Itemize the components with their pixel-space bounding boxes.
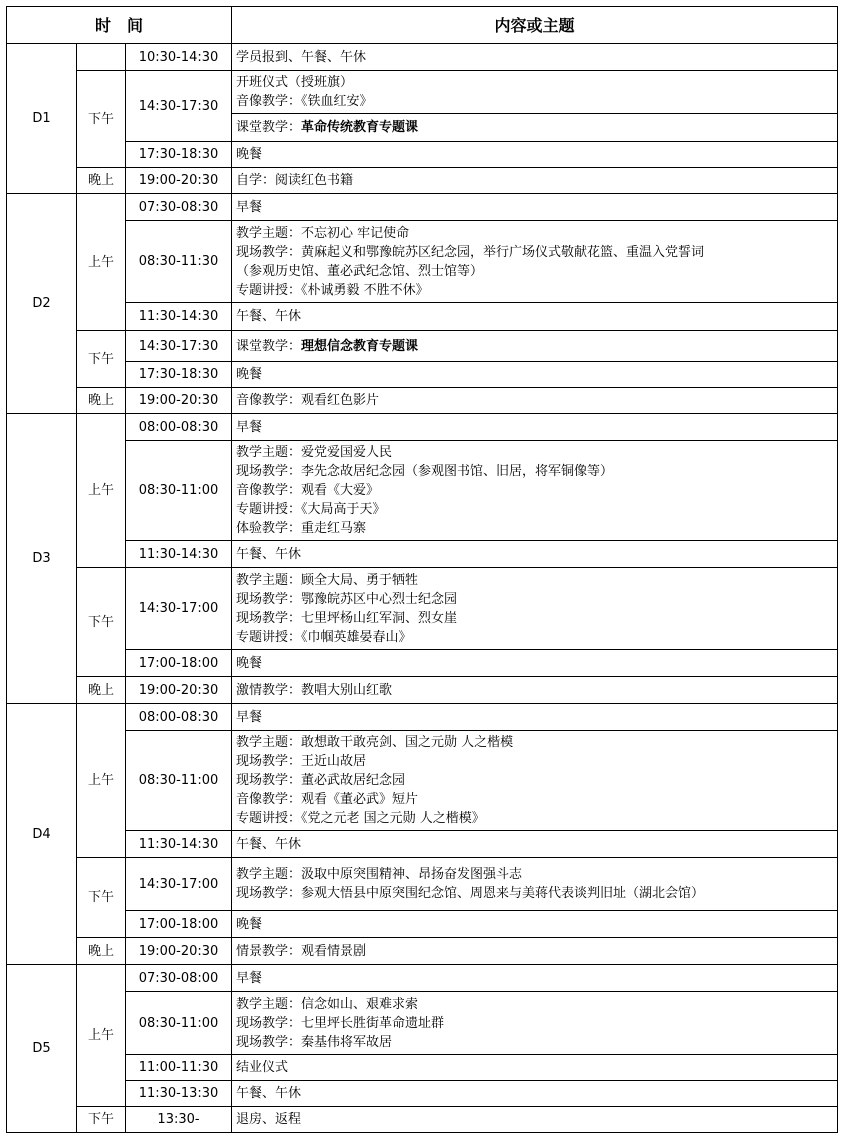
table-row [7, 142, 838, 168]
day-label-d2: D2 [7, 194, 77, 414]
content-line: 教学主题：爱党爱国爱人民 [236, 445, 393, 460]
content-cell [232, 388, 838, 414]
content-cell [232, 1081, 838, 1107]
table-row [7, 831, 838, 858]
table-row [7, 1107, 838, 1133]
content-line: 教学主题：信念如山、艰难求索 [236, 996, 419, 1012]
time-cell: 19:00-20:30 [126, 388, 232, 414]
period-cell: 下午 [77, 858, 126, 938]
content-line: 专题讲授：《大局高于天》 [236, 502, 386, 517]
content-cell [232, 71, 838, 114]
content-line: 专题讲授：《巾帼英雄晏春山》 [236, 629, 412, 645]
table-row [7, 303, 838, 331]
table-row [7, 704, 838, 731]
content-line: 教学主题：不忘初心 牢记使命 [236, 225, 410, 241]
content-line: 音像教学：观看《大爱》 [236, 483, 380, 498]
content-cell [232, 194, 838, 221]
time-cell: 14:30-17:30 [126, 71, 232, 142]
time-cell: 14:30-17:00 [126, 858, 232, 911]
table-row [7, 441, 838, 541]
content-cell [232, 221, 838, 303]
period-cell: 晚上 [77, 168, 126, 194]
table-row [7, 858, 838, 911]
content-line: 教学主题：汲取中原突围精神、昂扬奋发图强斗志 [236, 867, 523, 882]
content-cell [232, 1107, 838, 1133]
period-cell: 下午 [77, 71, 126, 168]
time-cell: 14:30-17:30 [126, 331, 232, 362]
content-line: 晚餐 [236, 147, 263, 162]
content-line: 现场教学：黄麻起义和鄂豫皖苏区纪念园，举行广场仪式敬献花篮、重温入党誓词 [236, 244, 705, 260]
content-cell [232, 1055, 838, 1081]
content-line: 音像教学：观看《董必武》短片 [236, 792, 419, 807]
time-cell: 11:30-14:30 [126, 831, 232, 858]
time-cell: 11:30-13:30 [126, 1081, 232, 1107]
content-cell [232, 677, 838, 704]
content-line: 教学主题：顾全大局、勇于牺牲 [236, 572, 419, 588]
period-cell: 晚上 [77, 388, 126, 414]
time-cell: 19:00-20:30 [126, 938, 232, 965]
content-line: 晚餐 [236, 655, 263, 671]
content-cell [232, 541, 838, 568]
table-row [7, 71, 838, 114]
period-cell [77, 44, 126, 71]
period-cell: 上午 [77, 194, 126, 331]
content-cell [232, 731, 838, 831]
table-row [7, 992, 838, 1055]
period-cell: 上午 [77, 704, 126, 858]
content-cell [232, 441, 838, 541]
time-cell: 08:30-11:00 [126, 992, 232, 1055]
table-row [7, 44, 838, 71]
table-row [7, 221, 838, 303]
period-cell: 上午 [77, 965, 126, 1107]
course-title: 革命传统教育专题课 [301, 120, 419, 135]
content-line: 现场教学：七里坪杨山红军洞、烈女崖 [236, 610, 458, 626]
content-line: 现场教学：王近山故居 [236, 754, 367, 769]
time-cell: 08:30-11:00 [126, 731, 232, 831]
table-row [7, 331, 838, 362]
table-row [7, 731, 838, 831]
content-line: 晚餐 [236, 916, 263, 932]
content-cell [232, 303, 838, 331]
table-row [7, 677, 838, 704]
time-cell: 17:30-18:30 [126, 142, 232, 168]
table-row [7, 911, 838, 938]
time-cell: 08:30-11:30 [126, 221, 232, 303]
table-row [7, 414, 838, 441]
content-cell [232, 568, 838, 650]
content-line: 午餐、午休 [236, 836, 302, 852]
time-cell: 14:30-17:00 [126, 568, 232, 650]
time-cell: 19:00-20:30 [126, 168, 232, 194]
day-label-d5: D5 [7, 965, 77, 1133]
period-cell: 下午 [77, 568, 126, 677]
content-line: （参观历史馆、董必武纪念馆、烈士馆等） [236, 263, 484, 279]
content-cell [232, 142, 838, 168]
time-cell: 17:00-18:00 [126, 911, 232, 938]
time-cell: 07:30-08:30 [126, 194, 232, 221]
content-prefix: 课堂教学： [236, 120, 302, 135]
content-line: 音像教学：观看红色影片 [236, 393, 380, 408]
table-row [7, 194, 838, 221]
content-line: 结业仪式 [236, 1060, 289, 1075]
content-cell [232, 938, 838, 965]
table-row [7, 362, 838, 388]
content-line: 退房、返程 [236, 1112, 302, 1127]
content-cell [232, 704, 838, 731]
content-line: 早餐 [236, 970, 263, 986]
content-line: 午餐、午休 [236, 546, 302, 562]
content-line: 情景教学：观看情景剧 [236, 943, 367, 959]
time-cell: 13:30- [126, 1107, 232, 1133]
content-line [236, 118, 833, 137]
day-label-d1: D1 [7, 44, 77, 194]
content-line: 专题讲授：《朴诚勇毅 不胜不休》 [236, 282, 429, 298]
content-line: 体验教学：重走红马寨 [236, 521, 367, 536]
course-title: 理想信念教育专题课 [301, 338, 419, 354]
time-cell: 07:30-08:00 [126, 965, 232, 992]
content-cell [232, 414, 838, 441]
time-cell: 17:00-18:00 [126, 650, 232, 677]
content-prefix: 课堂教学： [236, 338, 302, 354]
day-label-d4: D4 [7, 704, 77, 965]
content-cell [232, 362, 838, 388]
content-line: 教学主题：敢想敢干敢亮剑、国之元勋 人之楷模 [236, 735, 514, 750]
content-line: 现场教学：七里坪长胜街革命遗址群 [236, 1015, 445, 1031]
time-cell: 10:30-14:30 [126, 44, 232, 71]
content-cell [232, 168, 838, 194]
table-row [7, 541, 838, 568]
content-cell [232, 911, 838, 938]
period-cell: 上午 [77, 414, 126, 568]
time-cell: 11:00-11:30 [126, 1055, 232, 1081]
time-cell: 11:30-14:30 [126, 303, 232, 331]
time-cell: 08:00-08:30 [126, 414, 232, 441]
day-label-d3: D3 [7, 414, 77, 704]
table-row [7, 1055, 838, 1081]
content-line: 现场教学：董必武故居纪念园 [236, 773, 406, 788]
content-line: 音像教学：《铁血红安》 [236, 94, 373, 109]
table-row [7, 650, 838, 677]
content-cell [232, 650, 838, 677]
header-time: 时 间 [7, 7, 232, 44]
time-cell: 11:30-14:30 [126, 541, 232, 568]
table-row [7, 568, 838, 650]
time-cell: 19:00-20:30 [126, 677, 232, 704]
content-cell [232, 44, 838, 71]
content-line [236, 337, 833, 356]
time-cell: 08:30-11:00 [126, 441, 232, 541]
header-content: 内容或主题 [232, 7, 838, 44]
table-row [7, 388, 838, 414]
content-cell [232, 965, 838, 992]
content-line: 晚餐 [236, 367, 263, 382]
schedule-table [6, 6, 838, 1133]
content-line: 早餐 [236, 199, 263, 215]
time-cell: 17:30-18:30 [126, 362, 232, 388]
content-line: 午餐、午休 [236, 1086, 302, 1101]
table-row [7, 965, 838, 992]
content-line: 自学：阅读红色书籍 [236, 173, 354, 188]
content-cell [232, 331, 838, 362]
period-cell: 下午 [77, 1107, 126, 1133]
content-line: 现场教学：秦基伟将军故居 [236, 1034, 393, 1050]
content-line: 现场教学：鄂豫皖苏区中心烈士纪念园 [236, 591, 458, 607]
content-line: 午餐、午休 [236, 309, 302, 324]
content-line: 开班仪式（授班旗） [236, 75, 354, 90]
content-line: 现场教学：参观大悟县中原突围纪念馆、周恩来与美蒋代表谈判旧址（湖北会馆） [236, 886, 705, 901]
table-row [7, 168, 838, 194]
header-row [7, 7, 838, 44]
table-row [7, 938, 838, 965]
content-line: 学员报到、午餐、午休 [236, 49, 367, 65]
content-line: 专题讲授：《党之元老 国之元勋 人之楷模》 [236, 811, 485, 826]
content-cell [232, 114, 838, 142]
content-cell [232, 858, 838, 911]
period-cell: 下午 [77, 331, 126, 388]
content-cell [232, 831, 838, 858]
period-cell: 晚上 [77, 938, 126, 965]
content-line: 激情教学：教唱大别山红歌 [236, 682, 393, 698]
content-line: 现场教学：李先念故居纪念园（参观图书馆、旧居，将军铜像等） [236, 464, 614, 479]
content-line: 早餐 [236, 709, 263, 725]
time-cell: 08:00-08:30 [126, 704, 232, 731]
content-cell [232, 992, 838, 1055]
period-cell: 晚上 [77, 677, 126, 704]
content-line: 早餐 [236, 419, 263, 435]
table-row [7, 1081, 838, 1107]
